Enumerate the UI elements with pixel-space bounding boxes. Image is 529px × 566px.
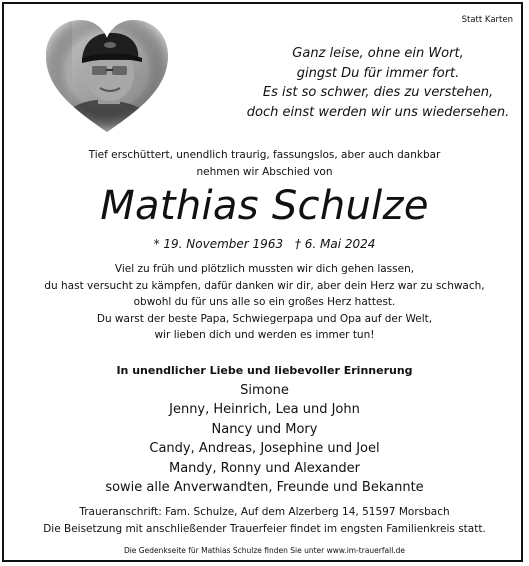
- heart-portrait-photo: [42, 18, 172, 134]
- statt-karten-note: Statt Karten: [461, 15, 513, 25]
- intro-line: Tief erschüttert, unendlich traurig, fassungslos, aber auch dankbar: [88, 149, 441, 161]
- message-line: obwohl du für uns alle so ein großes Herz hattest.: [133, 296, 396, 309]
- mourner-line: Candy, Andreas, Josephine und Joel: [149, 441, 380, 457]
- intro-line: nehmen wir Abschied von: [196, 166, 333, 178]
- message-line: du hast versucht zu kämpfen, dafür danken wir dir, aber dein Herz war zu schwach,: [44, 279, 485, 292]
- mourner-line: Jenny, Heinrich, Lea und John: [169, 402, 360, 418]
- verse-line: Es ist so schwer, dies zu verstehen,: [262, 85, 494, 100]
- verse-line: gingst Du für immer fort.: [296, 65, 460, 81]
- memorial-page-footer: Die Gedenkseite für Mathias Schulze finden Sie unter www.im-trauerfall.de: [123, 546, 406, 555]
- address-block: [4, 504, 525, 538]
- mourner-line: sowie alle Anverwandten, Freunde und Bekannte: [105, 480, 424, 496]
- mourning-address: Traueranschrift: Fam. Schulze, Auf dem Alzerberg 14, 51597 Morsbach: [79, 506, 450, 518]
- farewell-message: [4, 261, 525, 344]
- life-dates: [4, 236, 525, 252]
- obituary-card: [2, 2, 523, 562]
- verse-line: Ganz leise, ohne ein Wort,: [292, 46, 464, 61]
- mourner-line: Simone: [240, 383, 289, 398]
- mourner-line: Mandy, Ronny und Alexander: [169, 460, 360, 476]
- birth-date: * 19. November 1963: [153, 237, 284, 251]
- memorial-verse: [242, 44, 514, 122]
- mourners-list: [4, 381, 525, 497]
- message-line: wir lieben dich und werden es immer tun!: [154, 329, 375, 342]
- message-line: Du warst der beste Papa, Schwiegerpapa und Opa auf der Welt,: [96, 312, 433, 325]
- message-line: Viel zu früh und plötzlich mussten wir dich gehen lassen,: [114, 263, 415, 275]
- funeral-note: Die Beisetzung mit anschließender Trauerfeier findet im engsten Familienkreis statt.: [43, 523, 486, 535]
- deceased-name: Mathias Schulze: [100, 183, 429, 229]
- verse-line: doch einst werden wir uns wiedersehen.: [246, 104, 510, 120]
- mourner-line: Nancy und Mory: [211, 421, 318, 437]
- intro-text: [4, 147, 525, 181]
- mourners-heading: In unendlicher Liebe und liebevoller Erinnerung: [116, 364, 413, 377]
- death-date: † 6. Mai 2024: [294, 237, 376, 251]
